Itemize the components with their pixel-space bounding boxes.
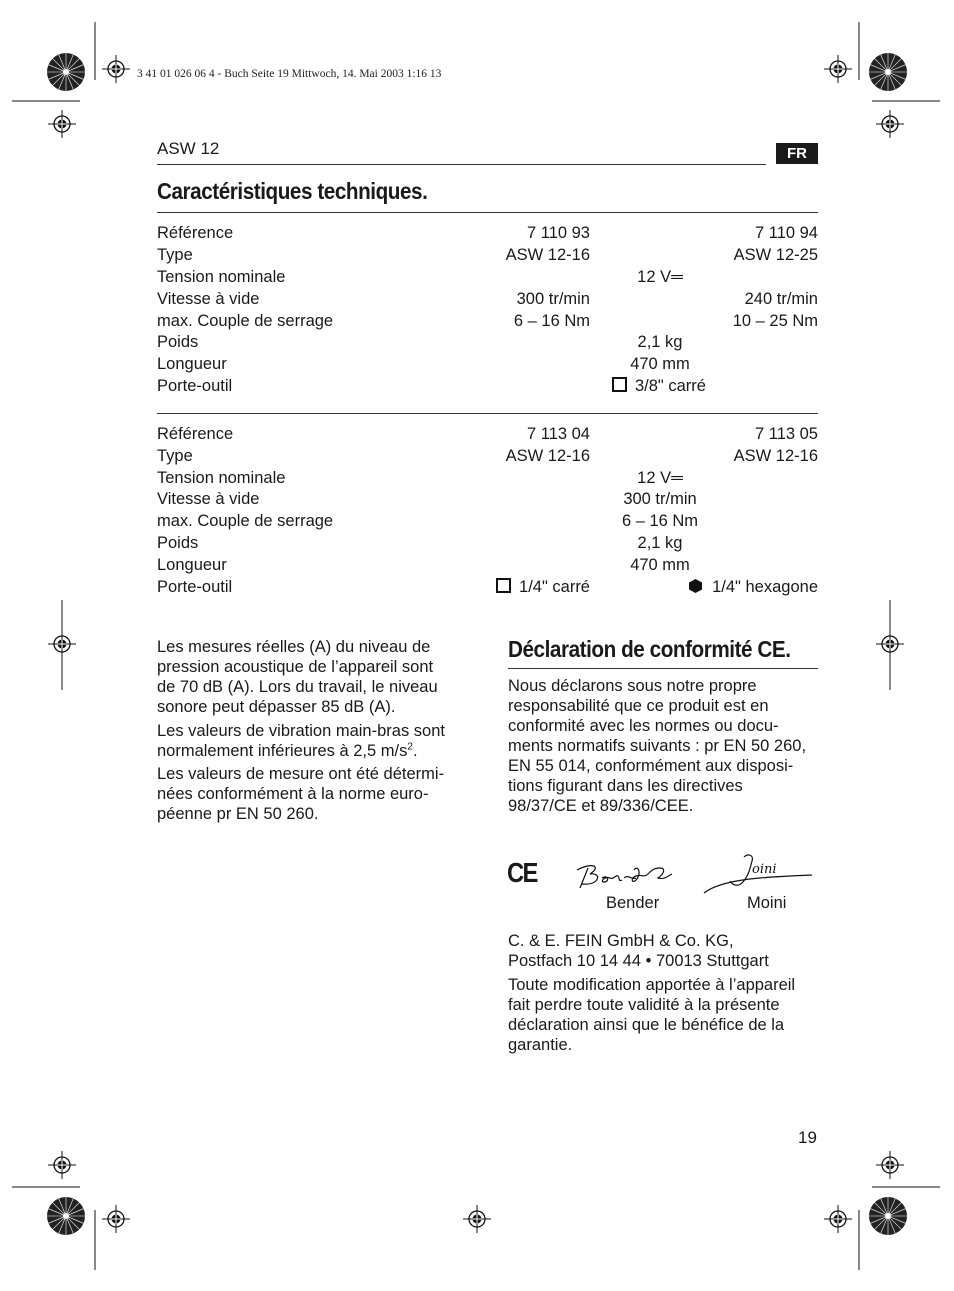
spec-value-1: ASW 12-16 (505, 447, 590, 465)
language-badge: FR (776, 143, 818, 164)
spec-label: Tension nominale (157, 469, 286, 487)
spec-value-shared: 3/8" carré (612, 375, 706, 397)
spec-value-1: 300 tr/min (516, 290, 590, 308)
spec-value-shared: 2,1 kg (637, 534, 683, 552)
spec-value-1: 7 113 04 (526, 425, 590, 443)
spec-value-shared: 12 V═ (637, 469, 683, 487)
spec-label: Vitesse à vide (157, 490, 260, 508)
modification-notice: Toute modification apportée à l’appareil fait perdre toute validité à la présente déclaration ainsi que le bénéfice de la garantie. (508, 976, 796, 1054)
spec-value-shared: 6 – 16 Nm (621, 512, 699, 530)
spec-label: Tension nominale (157, 268, 286, 286)
spec-value-2: 240 tr/min (744, 290, 818, 308)
specs-title: Caractéristiques techniques. (157, 178, 428, 204)
spec-value-2: 1/4" hexagone (689, 576, 818, 598)
spec-label: Référence (157, 425, 234, 443)
noise-paragraph: Les mesures réelles (A) du niveau de pression acoustique de l’appareil sont de 70 dB (A). Lors du travail, le niveau sonore peut dépasser 85 dB (A). (157, 638, 438, 716)
spec-value-2: 7 113 05 (754, 425, 818, 443)
model-header: ASW 12 (157, 139, 220, 158)
spec-label: Type (157, 246, 193, 264)
spec-value-shared: 12 V═ (637, 268, 683, 286)
spec-value-1: 7 110 93 (526, 224, 590, 242)
vibration-paragraph: Les valeurs de vibration main-bras sont normalement inférieures à 2,5 $m/s^2$. (157, 722, 445, 760)
spec-value-shared: 470 mm (630, 355, 690, 373)
measurement-paragraph: Les valeurs de mesure ont été détermi- nées conformément à la norme euro- péenne pr EN 50 260. (157, 765, 445, 823)
spec-label: Longueur (157, 556, 227, 574)
spec-label: max. Couple de serrage (157, 512, 334, 530)
spec-label: Porte-outil (157, 377, 233, 395)
page-number: 19 (798, 1128, 817, 1147)
spec-value-2: ASW 12-16 (733, 447, 818, 465)
spec-label: Type (157, 447, 193, 465)
spec-label: Vitesse à vide (157, 290, 260, 308)
spec-value-shared: 2,1 kg (637, 333, 683, 351)
signer-name-bender: Bender (606, 894, 660, 912)
print-slug: 3 41 01 026 06 4 - Buch Seite 19 Mittwoch, 14. Mai 2003 1:16 13 (137, 68, 442, 80)
svg-text:oini: oini (752, 862, 777, 877)
spec-label: Longueur (157, 355, 227, 373)
company-address: C. & E. FEIN GmbH & Co. KG, Postfach 10 14 44 • 70013 Stuttgart (508, 932, 769, 970)
spec-value-1: ASW 12-16 (505, 246, 590, 264)
conformity-title: Déclaration de conformité CE. (508, 636, 791, 662)
spec-label: max. Couple de serrage (157, 312, 334, 330)
spec-value-2: 10 – 25 Nm (732, 312, 818, 330)
spec-value-1: 6 – 16 Nm (513, 312, 590, 330)
spec-value-shared: 300 tr/min (623, 490, 697, 508)
spec-label: Référence (157, 224, 234, 242)
spec-value-shared: 470 mm (630, 556, 690, 574)
conformity-body: Nous déclarons sous notre propre responsabilité que ce produit est en conformité avec les normes ou docu- ments normatifs suivants : pr EN 50 260, EN 55 014, conformément aux disposi- tions figurant dans les directives 98/37/CE et 89/336/CEE. (508, 677, 807, 815)
spec-label: Porte-outil (157, 578, 233, 596)
spec-label: Poids (157, 333, 199, 351)
spec-value-2: 7 110 94 (754, 224, 818, 242)
spec-value-2: ASW 12-25 (733, 246, 818, 264)
ce-mark: CE (507, 857, 537, 888)
spec-label: Poids (157, 534, 199, 552)
signer-name-moini: Moini (747, 894, 787, 912)
spec-value-1: 1/4" carré (496, 576, 590, 598)
